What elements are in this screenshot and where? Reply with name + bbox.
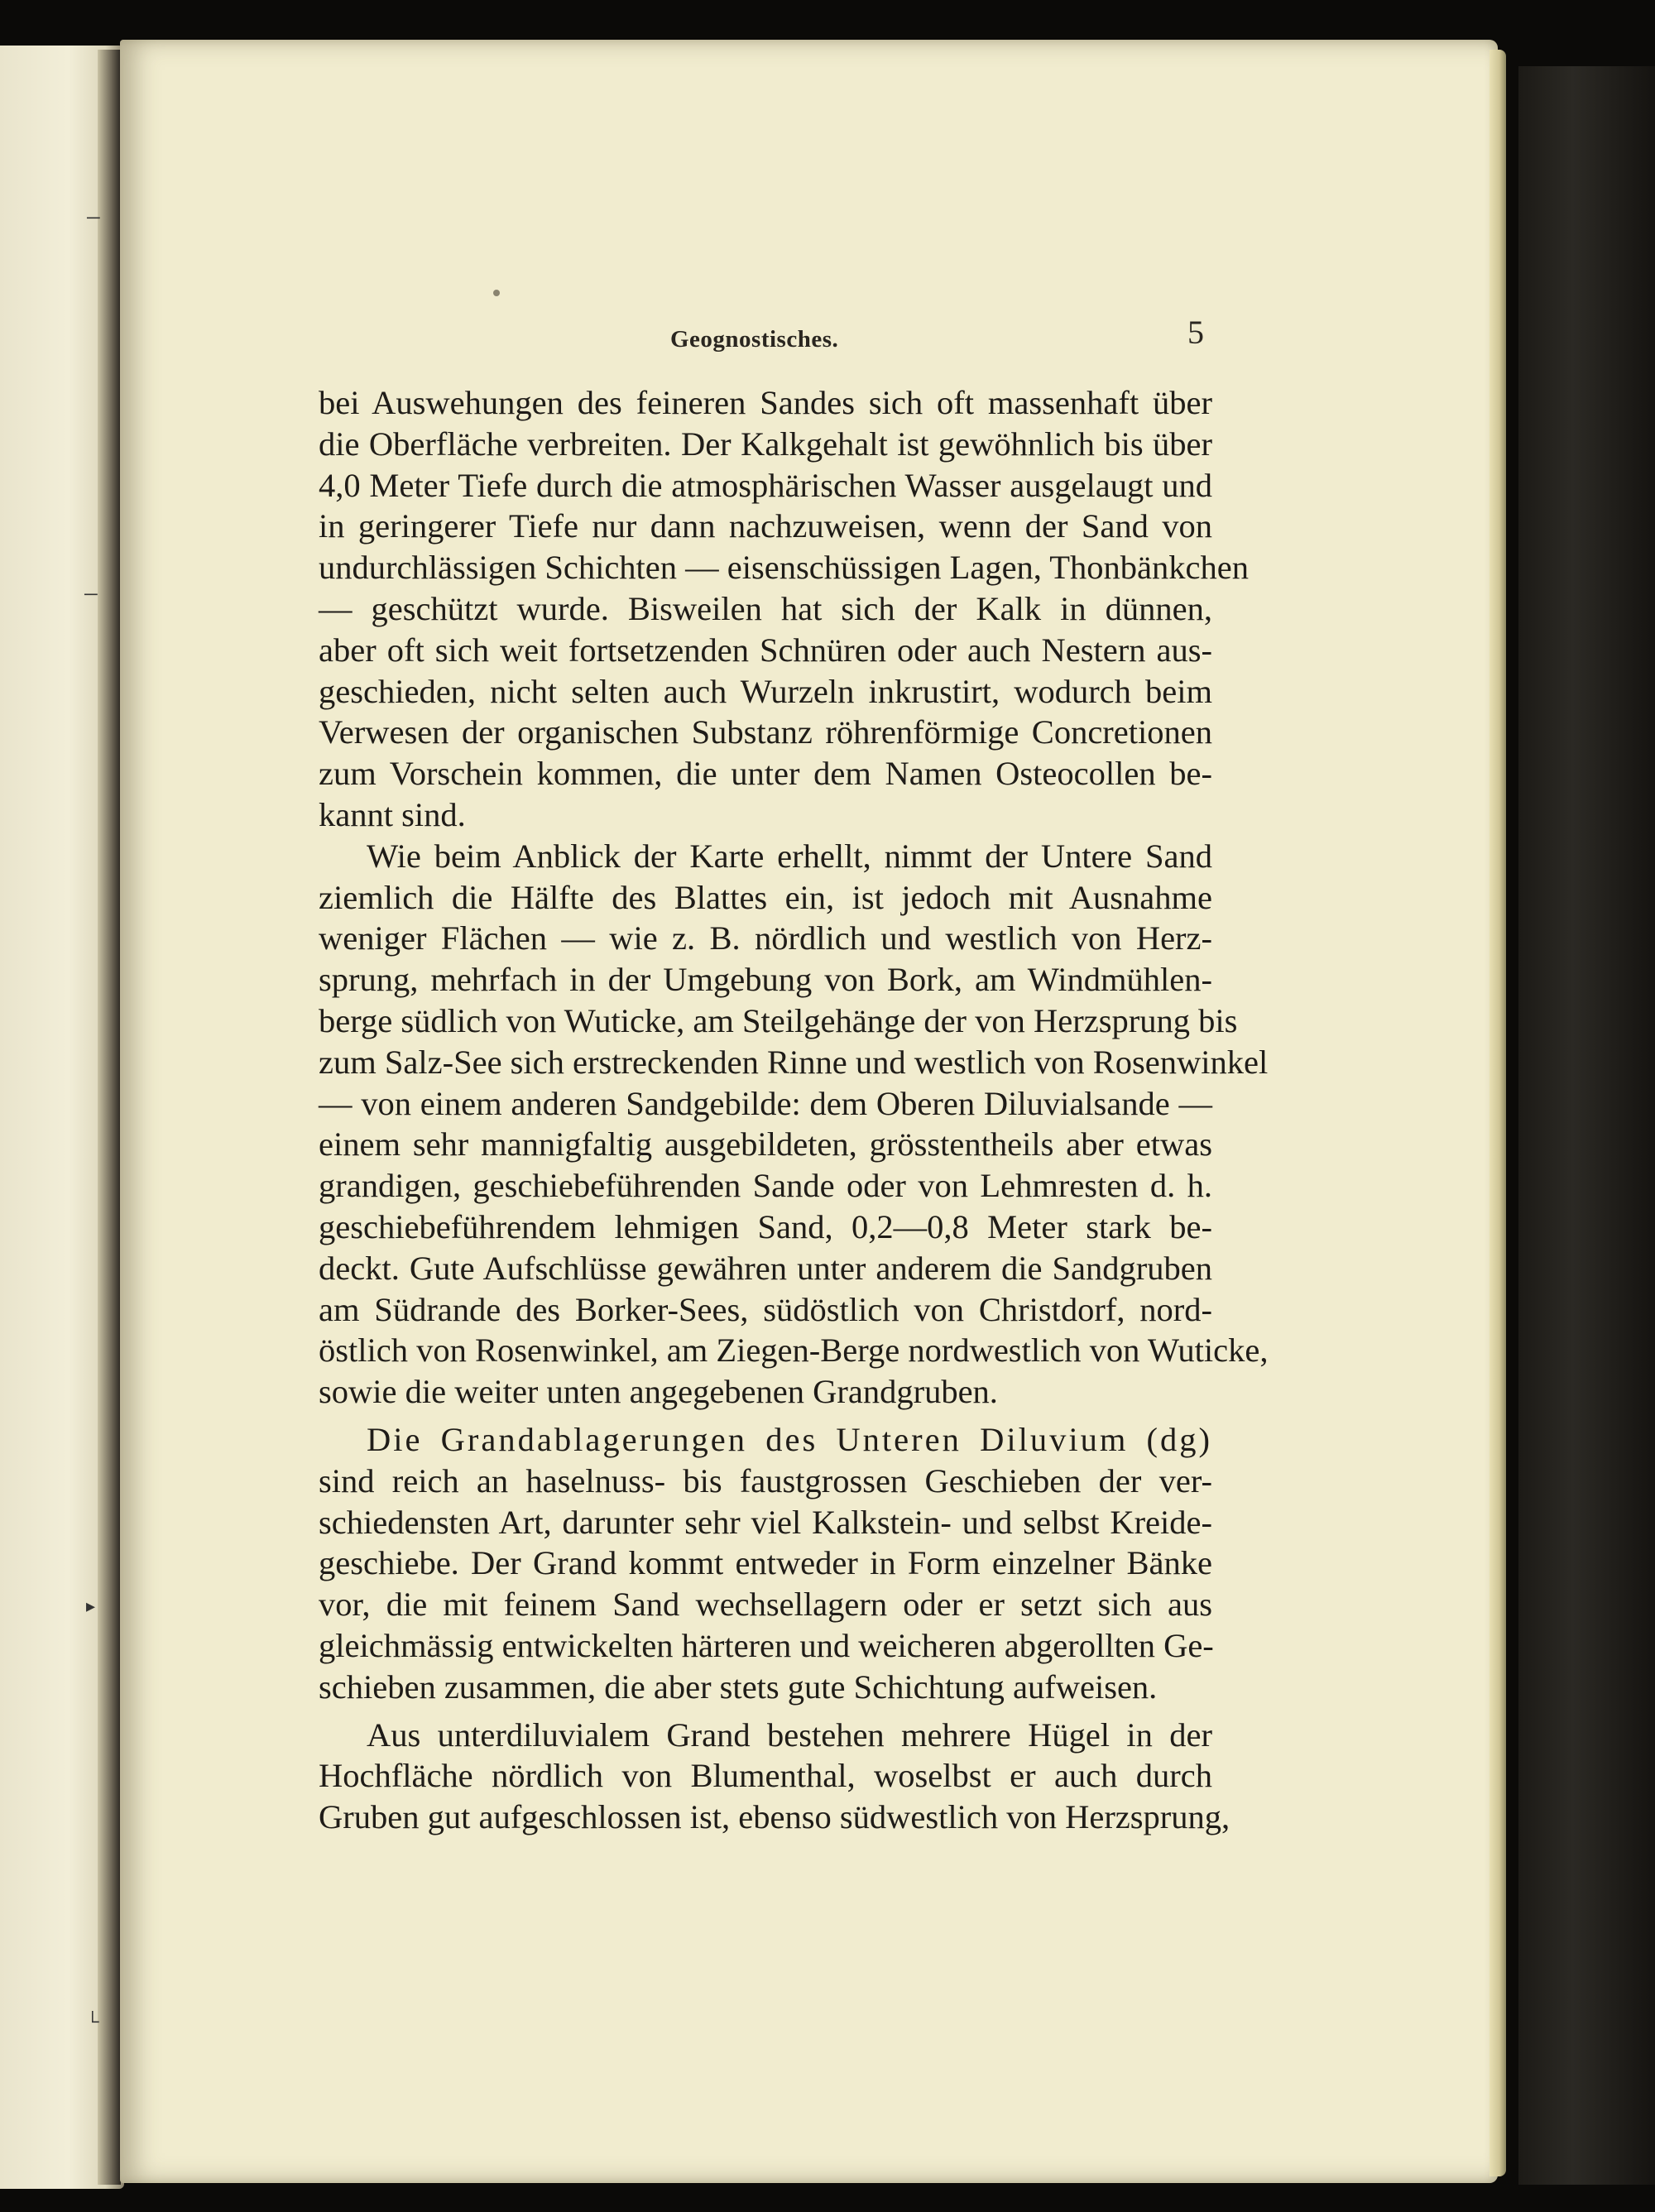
margin-tick-icon: ─ [87, 207, 100, 228]
text-line: schiedensten Art, darunter sehr viel Kalkstein- und selbst Kreide- [319, 1503, 1212, 1541]
text-line: zum Salz-See sich erstreckenden Rinne und westlich von Rosenwinkel [319, 1043, 1269, 1081]
text-line: geschiebeführendem lehmigen Sand, 0,2—0,8 Meter stark be- [319, 1207, 1212, 1245]
text-line: Aus unterdiluvialem Grand bestehen mehrere Hügel in der [367, 1715, 1212, 1754]
text-line: deckt. Gute Aufschlüsse gewähren unter anderem die Sandgruben [319, 1249, 1212, 1287]
page-edge [1490, 50, 1506, 2176]
text-line: kannt sind. [319, 795, 466, 833]
text-line: sind reich an haselnuss- bis faustgrossen Geschieben der ver- [319, 1461, 1212, 1499]
text-line: geschiebe. Der Grand kommt entweder in Form einzelner Bänke [319, 1544, 1212, 1582]
text-line: Gruben gut aufgeschlossen ist, ebenso südwestlich von Herzsprung, [319, 1798, 1230, 1836]
page-header [319, 313, 1221, 371]
text-line: gleichmässig entwickelten härteren und weicheren abgerollten Ge- [319, 1626, 1214, 1664]
book-gutter [98, 50, 121, 2185]
text-line: — geschützt wurde. Bisweilen hat sich der Kalk in dünnen, [319, 589, 1212, 627]
text-line: — von einem anderen Sandgebilde: dem Oberen Diluvialsande — [319, 1084, 1212, 1122]
text-line: schieben zusammen, die aber stets gute Schichtung aufweisen. [319, 1667, 1158, 1706]
margin-tick-icon: ─ [84, 583, 98, 604]
text-line: bei Auswehungen des feineren Sandes sich oft massenhaft über [319, 384, 1212, 421]
book-cover [1518, 66, 1655, 2185]
text-line: die Oberfläche verbreiten. Der Kalkgehalt ist gewöhnlich bis über [319, 425, 1212, 463]
text-line: grandigen, geschiebeführenden Sande oder von Lehmresten d. h. [319, 1167, 1212, 1205]
margin-arrow-icon: ▸ [86, 1595, 96, 1616]
text-line: einem sehr mannigfaltig ausgebildeten, grösstentheils aber etwas [319, 1125, 1212, 1164]
text-line: zum Vorschein kommen, die unter dem Namen Osteocollen be- [319, 755, 1212, 793]
text-line: Wie beim Anblick der Karte erhellt, nimmt der Untere Sand [367, 837, 1212, 875]
text-line: sowie die weiter unten angegebenen Grandgruben. [319, 1373, 998, 1411]
text-line: Die Grandablagerungen des Unteren Diluvium (dg) [367, 1420, 1212, 1458]
text-line: undurchlässigen Schichten — eisenschüssigen Lagen, Thonbänkchen [319, 549, 1249, 587]
text-line: geschieden, nicht selten auch Wurzeln inkrustirt, wodurch beim [319, 672, 1212, 710]
paper-speck [493, 290, 500, 296]
text-line: Verwesen der organischen Substanz röhrenförmige Concretionen [319, 713, 1212, 751]
running-head: Geognostisches. [670, 326, 839, 353]
text-line: vor, die mit feinem Sand wechsellagern oder er setzt sich aus [319, 1586, 1212, 1624]
text-line: weniger Flächen — wie z. B. nördlich und westlich von Herz- [319, 919, 1212, 957]
text-line: ziemlich die Hälfte des Blattes ein, ist jedoch mit Ausnahme [319, 878, 1212, 916]
text-line: in geringerer Tiefe nur dann nachzuweisen, wenn der Sand von [319, 507, 1212, 545]
page-number: 5 [1187, 314, 1204, 351]
margin-tick-icon: └ [86, 2011, 99, 2032]
text-line: am Südrande des Borker-Sees, südöstlich von Christdorf, nord- [319, 1290, 1212, 1328]
body-text [319, 382, 1269, 1838]
text-line: Hochfläche nördlich von Blumenthal, woselbst er auch durch [319, 1757, 1212, 1795]
text-line: berge südlich von Wuticke, am Steilgehänge der von Herzsprung bis [319, 1001, 1238, 1039]
text-line: aber oft sich weit fortsetzenden Schnüren oder auch Nestern aus- [319, 631, 1212, 669]
text-line: sprung, mehrfach in der Umgebung von Bork, am Windmühlen- [319, 961, 1212, 999]
text-line: östlich von Rosenwinkel, am Ziegen-Berge nordwestlich von Wuticke, [319, 1332, 1269, 1370]
text-line: 4,0 Meter Tiefe durch die atmosphärischen Wasser ausgelaugt und [319, 466, 1212, 504]
